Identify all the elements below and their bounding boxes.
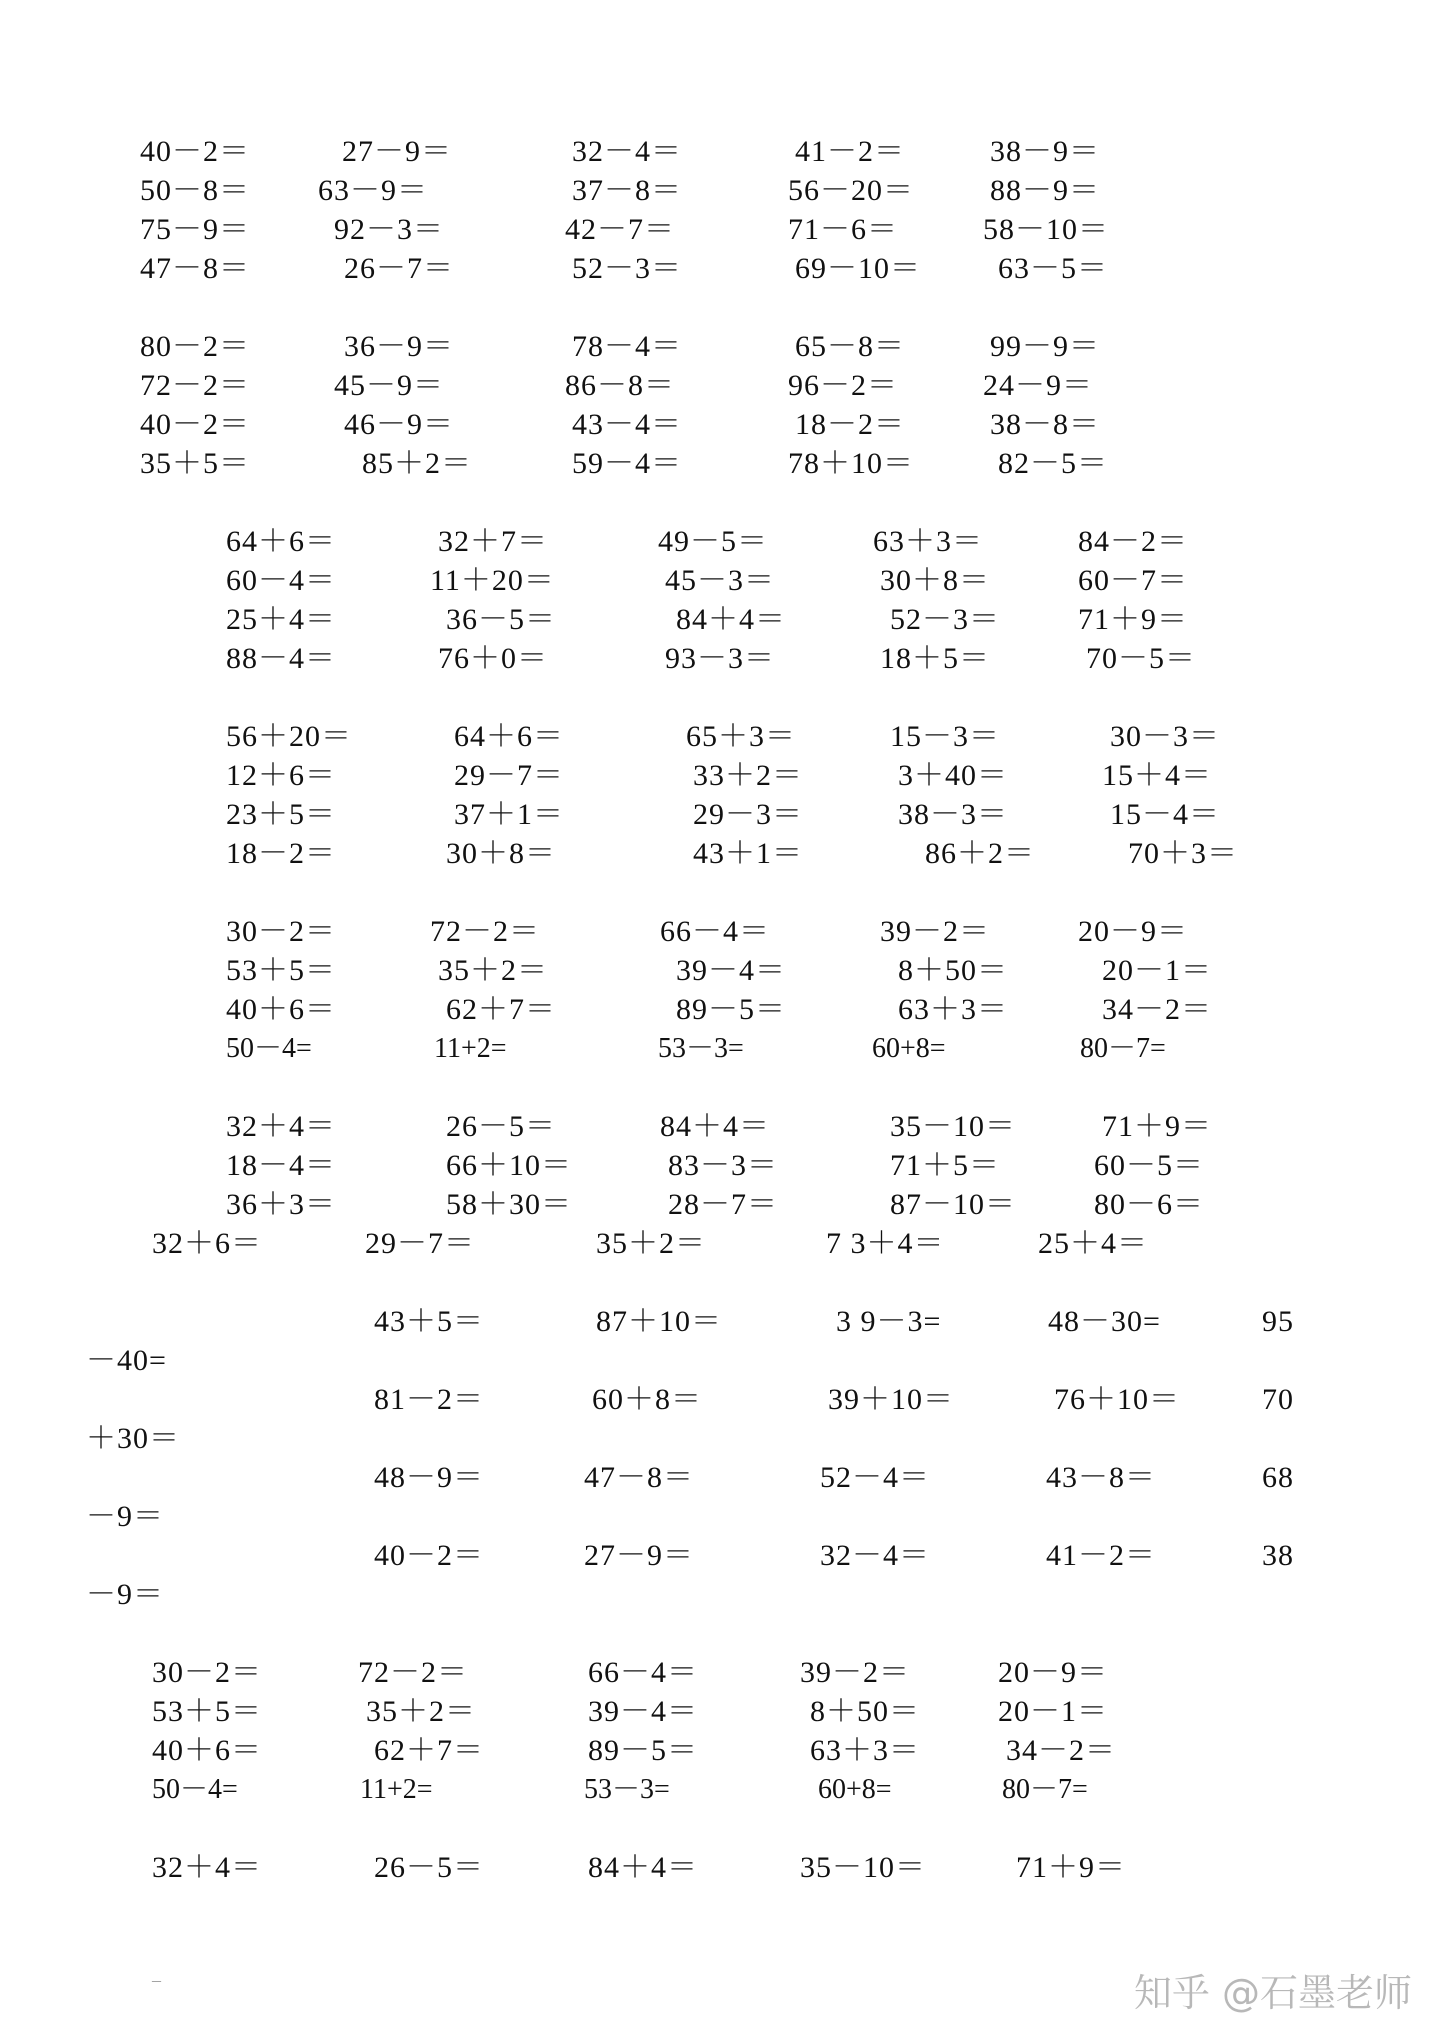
problem: 52－3＝ [890, 603, 1000, 636]
problem: 3＋40＝ [898, 759, 1008, 792]
problem: 32－4＝ [820, 1539, 930, 1572]
problem: 30＋8＝ [446, 837, 556, 870]
problem: 37－8＝ [572, 174, 682, 207]
problem: 59－4＝ [572, 447, 682, 480]
problem: －9＝ [86, 1500, 164, 1533]
problem: 26－7＝ [344, 252, 454, 285]
problem: 53＋5＝ [226, 954, 336, 987]
problem: 29－7＝ [365, 1227, 475, 1260]
problem: 64＋6＝ [226, 525, 336, 558]
problem: 15－3＝ [890, 720, 1000, 753]
problem: 65－8＝ [795, 330, 905, 363]
problem: 40－2＝ [374, 1539, 484, 1572]
problem: 63＋3＝ [898, 993, 1008, 1026]
problem: 80－2＝ [140, 330, 250, 363]
problem: 76＋0＝ [438, 642, 548, 675]
problem: 72－2＝ [430, 915, 540, 948]
problem: 63－9＝ [318, 174, 428, 207]
problem: 29－7＝ [454, 759, 564, 792]
problem: 35＋5＝ [140, 447, 250, 480]
problem: 58－10＝ [983, 213, 1109, 246]
problem: 40＋6＝ [226, 993, 336, 1026]
problem: 53－3= [658, 1033, 744, 1064]
footer-mark: – [152, 1970, 161, 1990]
problem: 60+8= [872, 1033, 946, 1064]
problem: 43＋5＝ [374, 1305, 484, 1338]
problem: 93－3＝ [665, 642, 775, 675]
problem: 82－5＝ [998, 447, 1108, 480]
problem: 87－10＝ [890, 1188, 1016, 1221]
problem: 12＋6＝ [226, 759, 336, 792]
problem: 87＋10＝ [596, 1305, 722, 1338]
problem: 53＋5＝ [152, 1695, 262, 1728]
problem: 15－4＝ [1110, 798, 1220, 831]
problem: 56－20＝ [788, 174, 914, 207]
problem: 83－3＝ [668, 1149, 778, 1182]
problem: 52－3＝ [572, 252, 682, 285]
problem: －9＝ [86, 1578, 164, 1611]
problem: 70 [1262, 1383, 1294, 1416]
problem: 64＋6＝ [454, 720, 564, 753]
problem: 62＋7＝ [446, 993, 556, 1026]
problem: 32＋7＝ [438, 525, 548, 558]
problem: 71＋9＝ [1078, 603, 1188, 636]
problem: 39－2＝ [880, 915, 990, 948]
problem: 89－5＝ [676, 993, 786, 1026]
problem: 32＋4＝ [226, 1110, 336, 1143]
problem: 89－5＝ [588, 1734, 698, 1767]
problem: 39－4＝ [588, 1695, 698, 1728]
problem: 30－2＝ [226, 915, 336, 948]
problem: 84＋4＝ [660, 1110, 770, 1143]
problem: 38－8＝ [990, 408, 1100, 441]
problem: 60－5＝ [1094, 1149, 1204, 1182]
problem: 20－1＝ [998, 1695, 1108, 1728]
problem: 88－4＝ [226, 642, 336, 675]
problem: 71＋5＝ [890, 1149, 1000, 1182]
problem: 3 9－3= [836, 1305, 942, 1338]
problem: 84－2＝ [1078, 525, 1188, 558]
problem: 71－6＝ [788, 213, 898, 246]
problem: 24－9＝ [983, 369, 1093, 402]
problem: 37＋1＝ [454, 798, 564, 831]
problem: 27－9＝ [342, 135, 452, 168]
problem: 36－9＝ [344, 330, 454, 363]
problem: 70＋3＝ [1128, 837, 1238, 870]
problem: 72－2＝ [358, 1656, 468, 1689]
problem: 63－5＝ [998, 252, 1108, 285]
problem: 84＋4＝ [676, 603, 786, 636]
problem: 26－5＝ [446, 1110, 556, 1143]
problem: 18－2＝ [226, 837, 336, 870]
problem: 38－3＝ [898, 798, 1008, 831]
problem: 35－10＝ [890, 1110, 1016, 1143]
problem: 80－7= [1002, 1774, 1088, 1805]
problem: 53－3= [584, 1774, 670, 1805]
problem: 70－5＝ [1086, 642, 1196, 675]
problem: 34－2＝ [1102, 993, 1212, 1026]
problem: 25＋4＝ [1038, 1227, 1148, 1260]
problem: 71＋9＝ [1016, 1851, 1126, 1884]
problem: 50－8＝ [140, 174, 250, 207]
problem: 47－8＝ [140, 252, 250, 285]
problem: 43－8＝ [1046, 1461, 1156, 1494]
problem: 38 [1262, 1539, 1294, 1572]
problem: 65＋3＝ [686, 720, 796, 753]
problem: 32＋6＝ [152, 1227, 262, 1260]
problem: 86＋2＝ [925, 837, 1035, 870]
problem: 69－10＝ [795, 252, 921, 285]
problem: 88－9＝ [990, 174, 1100, 207]
problem: 20－9＝ [998, 1656, 1108, 1689]
problem: 39＋10＝ [828, 1383, 954, 1416]
problem: 30－3＝ [1110, 720, 1220, 753]
problem: 86－8＝ [565, 369, 675, 402]
problem: 56＋20＝ [226, 720, 352, 753]
problem: 60－7＝ [1078, 564, 1188, 597]
problem: 18－2＝ [795, 408, 905, 441]
problem: 7 3＋4＝ [826, 1227, 945, 1260]
problem: 11+2= [360, 1774, 433, 1805]
problem: 29－3＝ [693, 798, 803, 831]
problem: 42－7＝ [565, 213, 675, 246]
problem: 45－9＝ [334, 369, 444, 402]
problem: ＋30＝ [86, 1422, 180, 1455]
problem: 63＋3＝ [810, 1734, 920, 1767]
problem: 92－3＝ [334, 213, 444, 246]
problem: 45－3＝ [665, 564, 775, 597]
problem: 11+2= [434, 1033, 507, 1064]
problem: 40＋6＝ [152, 1734, 262, 1767]
problem: 84＋4＝ [588, 1851, 698, 1884]
problem: 66－4＝ [660, 915, 770, 948]
problem: 78＋10＝ [788, 447, 914, 480]
problem: 39－2＝ [800, 1656, 910, 1689]
problem: 36＋3＝ [226, 1188, 336, 1221]
problem: 52－4＝ [820, 1461, 930, 1494]
problem: 41－2＝ [1046, 1539, 1156, 1572]
problem: 81－2＝ [374, 1383, 484, 1416]
problem: 62＋7＝ [374, 1734, 484, 1767]
problem: 35＋2＝ [596, 1227, 706, 1260]
problem: 25＋4＝ [226, 603, 336, 636]
problem: 26－5＝ [374, 1851, 484, 1884]
problem: 23＋5＝ [226, 798, 336, 831]
problem: 30＋8＝ [880, 564, 990, 597]
problem: 76＋10＝ [1054, 1383, 1180, 1416]
problem: 50－4= [152, 1774, 238, 1805]
problem: 32－4＝ [572, 135, 682, 168]
problem: 8＋50＝ [898, 954, 1008, 987]
problem: 60＋8＝ [592, 1383, 702, 1416]
problem: 48－9＝ [374, 1461, 484, 1494]
problem: 78－4＝ [572, 330, 682, 363]
problem: 80－6＝ [1094, 1188, 1204, 1221]
problem: 43＋1＝ [693, 837, 803, 870]
problem: 96－2＝ [788, 369, 898, 402]
problem: 60+8= [818, 1774, 892, 1805]
problem: 35＋2＝ [366, 1695, 476, 1728]
watermark: 知乎 @石墨老师 [1133, 1971, 1412, 2015]
problem: 20－9＝ [1078, 915, 1188, 948]
problem: 72－2＝ [140, 369, 250, 402]
problem: 99－9＝ [990, 330, 1100, 363]
problem: 68 [1262, 1461, 1294, 1494]
problem: 15＋4＝ [1102, 759, 1212, 792]
problem: 34－2＝ [1006, 1734, 1116, 1767]
problem: 35－10＝ [800, 1851, 926, 1884]
problem: 11＋20＝ [430, 564, 555, 597]
problem: 50－4= [226, 1033, 312, 1064]
problem: 47－8＝ [584, 1461, 694, 1494]
problem: 18－4＝ [226, 1149, 336, 1182]
problem: 35＋2＝ [438, 954, 548, 987]
problem: 75－9＝ [140, 213, 250, 246]
problem: 41－2＝ [795, 135, 905, 168]
problem: 40－2＝ [140, 408, 250, 441]
problem: 28－7＝ [668, 1188, 778, 1221]
problem: 32＋4＝ [152, 1851, 262, 1884]
problem: 18＋5＝ [880, 642, 990, 675]
problem: 43－4＝ [572, 408, 682, 441]
problem: 85＋2＝ [362, 447, 472, 480]
problem: 71＋9＝ [1102, 1110, 1212, 1143]
problem: 46－9＝ [344, 408, 454, 441]
problem: 49－5＝ [658, 525, 768, 558]
problem: 66－4＝ [588, 1656, 698, 1689]
problem: 27－9＝ [584, 1539, 694, 1572]
problem: 40－2＝ [140, 135, 250, 168]
problem: 20－1＝ [1102, 954, 1212, 987]
problem: 38－9＝ [990, 135, 1100, 168]
problem: 39－4＝ [676, 954, 786, 987]
problem: 8＋50＝ [810, 1695, 920, 1728]
problem: 63＋3＝ [873, 525, 983, 558]
problem: 33＋2＝ [693, 759, 803, 792]
problem: 30－2＝ [152, 1656, 262, 1689]
problem: 80－7= [1080, 1033, 1166, 1064]
problem: 36－5＝ [446, 603, 556, 636]
problem: 66＋10＝ [446, 1149, 572, 1182]
problem: 95 [1262, 1305, 1294, 1338]
problem: －40= [86, 1344, 167, 1377]
problem: 48－30= [1048, 1305, 1161, 1338]
problem: 60－4＝ [226, 564, 336, 597]
problem: 58＋30＝ [446, 1188, 572, 1221]
